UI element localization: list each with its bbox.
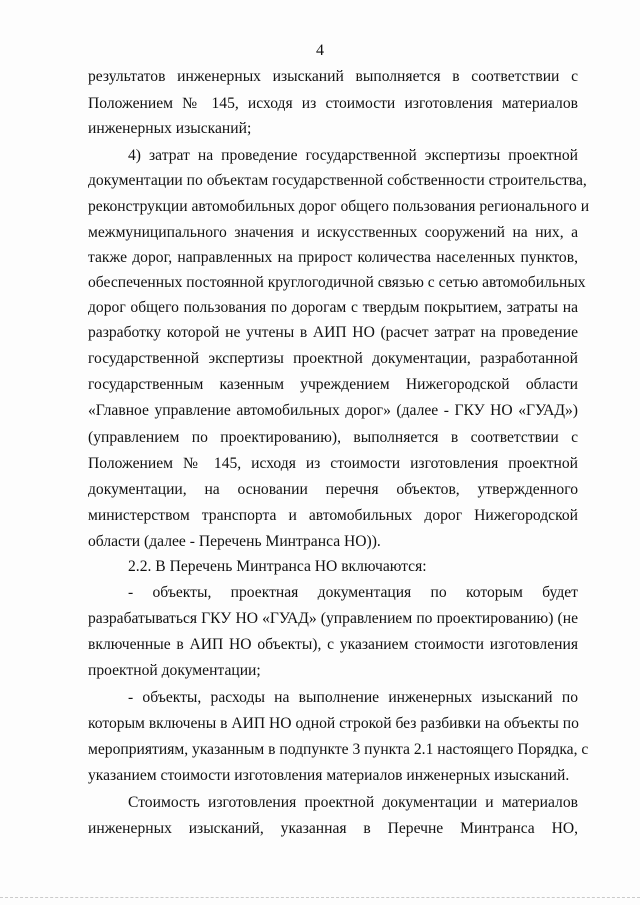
text-line: результатов инженерных изысканий выполняется в соответствии с (88, 68, 578, 85)
text-line: государственным казенным учреждением Нижегородской области (88, 376, 578, 393)
text-line: Стоимость изготовления проектной документации и материалов (128, 794, 578, 811)
text-line: инженерных изысканий; (88, 120, 252, 137)
text-line: межмуниципального значения и искусственных сооружений на них, а (88, 224, 578, 241)
text-line: (управлением по проектированию), выполняется в соответствии с (88, 429, 578, 446)
text-line: инженерных изысканий, указанная в Перечне Минтранса НО, (88, 820, 578, 837)
text-line: - объекты, расходы на выполнение инженерных изысканий по (128, 689, 578, 706)
text-line: 2.2. В Перечень Минтранса НО включаются: (128, 558, 427, 575)
text-line: государственной экспертизы проектной документации, разработанной (88, 350, 578, 367)
text-line: мероприятиям, указанным в подпункте 3 пункта 2.1 настоящего Порядка, с (88, 741, 589, 758)
page-number: 4 (316, 42, 324, 59)
text-line: проектной документации; (88, 662, 261, 679)
text-line: указанием стоимости изготовления материалов инженерных изысканий. (88, 767, 570, 784)
text-line: дорог общего пользования по дорогам с твердым покрытием, затраты на (88, 299, 578, 316)
text-line: которым включены в АИП НО одной строкой без разбивки на объекты по (88, 715, 579, 732)
text-line: разработку которой не учтены в АИП НО (расчет затрат на проведение (88, 324, 578, 341)
text-line: документации по объектам государственной собственности строительства, (88, 172, 587, 189)
text-line: области (далее - Перечень Минтранса НО)). (88, 533, 381, 550)
text-line: включенные в АИП НО объекты), с указанием стоимости изготовления (88, 636, 578, 653)
text-line: Положением № 145, исходя из стоимости изготовления проектной (88, 455, 578, 472)
text-line: - объекты, проектная документация по которым будет (128, 584, 578, 601)
text-line: Положением № 145, исходя из стоимости изготовления материалов (88, 95, 578, 112)
text-line: документации, на основании перечня объектов, утвержденного (88, 481, 578, 498)
text-line: обеспеченных постоянной круглогодичной связью с сетью автомобильных (88, 274, 586, 291)
text-line: 4) затрат на проведение государственной экспертизы проектной (128, 147, 578, 164)
text-line: также дорог, направленных на прирост количества населенных пунктов, (88, 249, 578, 266)
text-line: министерством транспорта и автомобильных дорог Нижегородской (88, 507, 578, 524)
text-line: реконструкции автомобильных дорог общего пользования регионального и (88, 198, 590, 215)
text-line: «Главное управление автомобильных дорог» (далее - ГКУ НО «ГУАД») (88, 402, 578, 419)
text-line: разрабатываться ГКУ НО «ГУАД» (управлением по проектированию) (не (88, 610, 578, 627)
scan-edge-divider (0, 897, 640, 899)
